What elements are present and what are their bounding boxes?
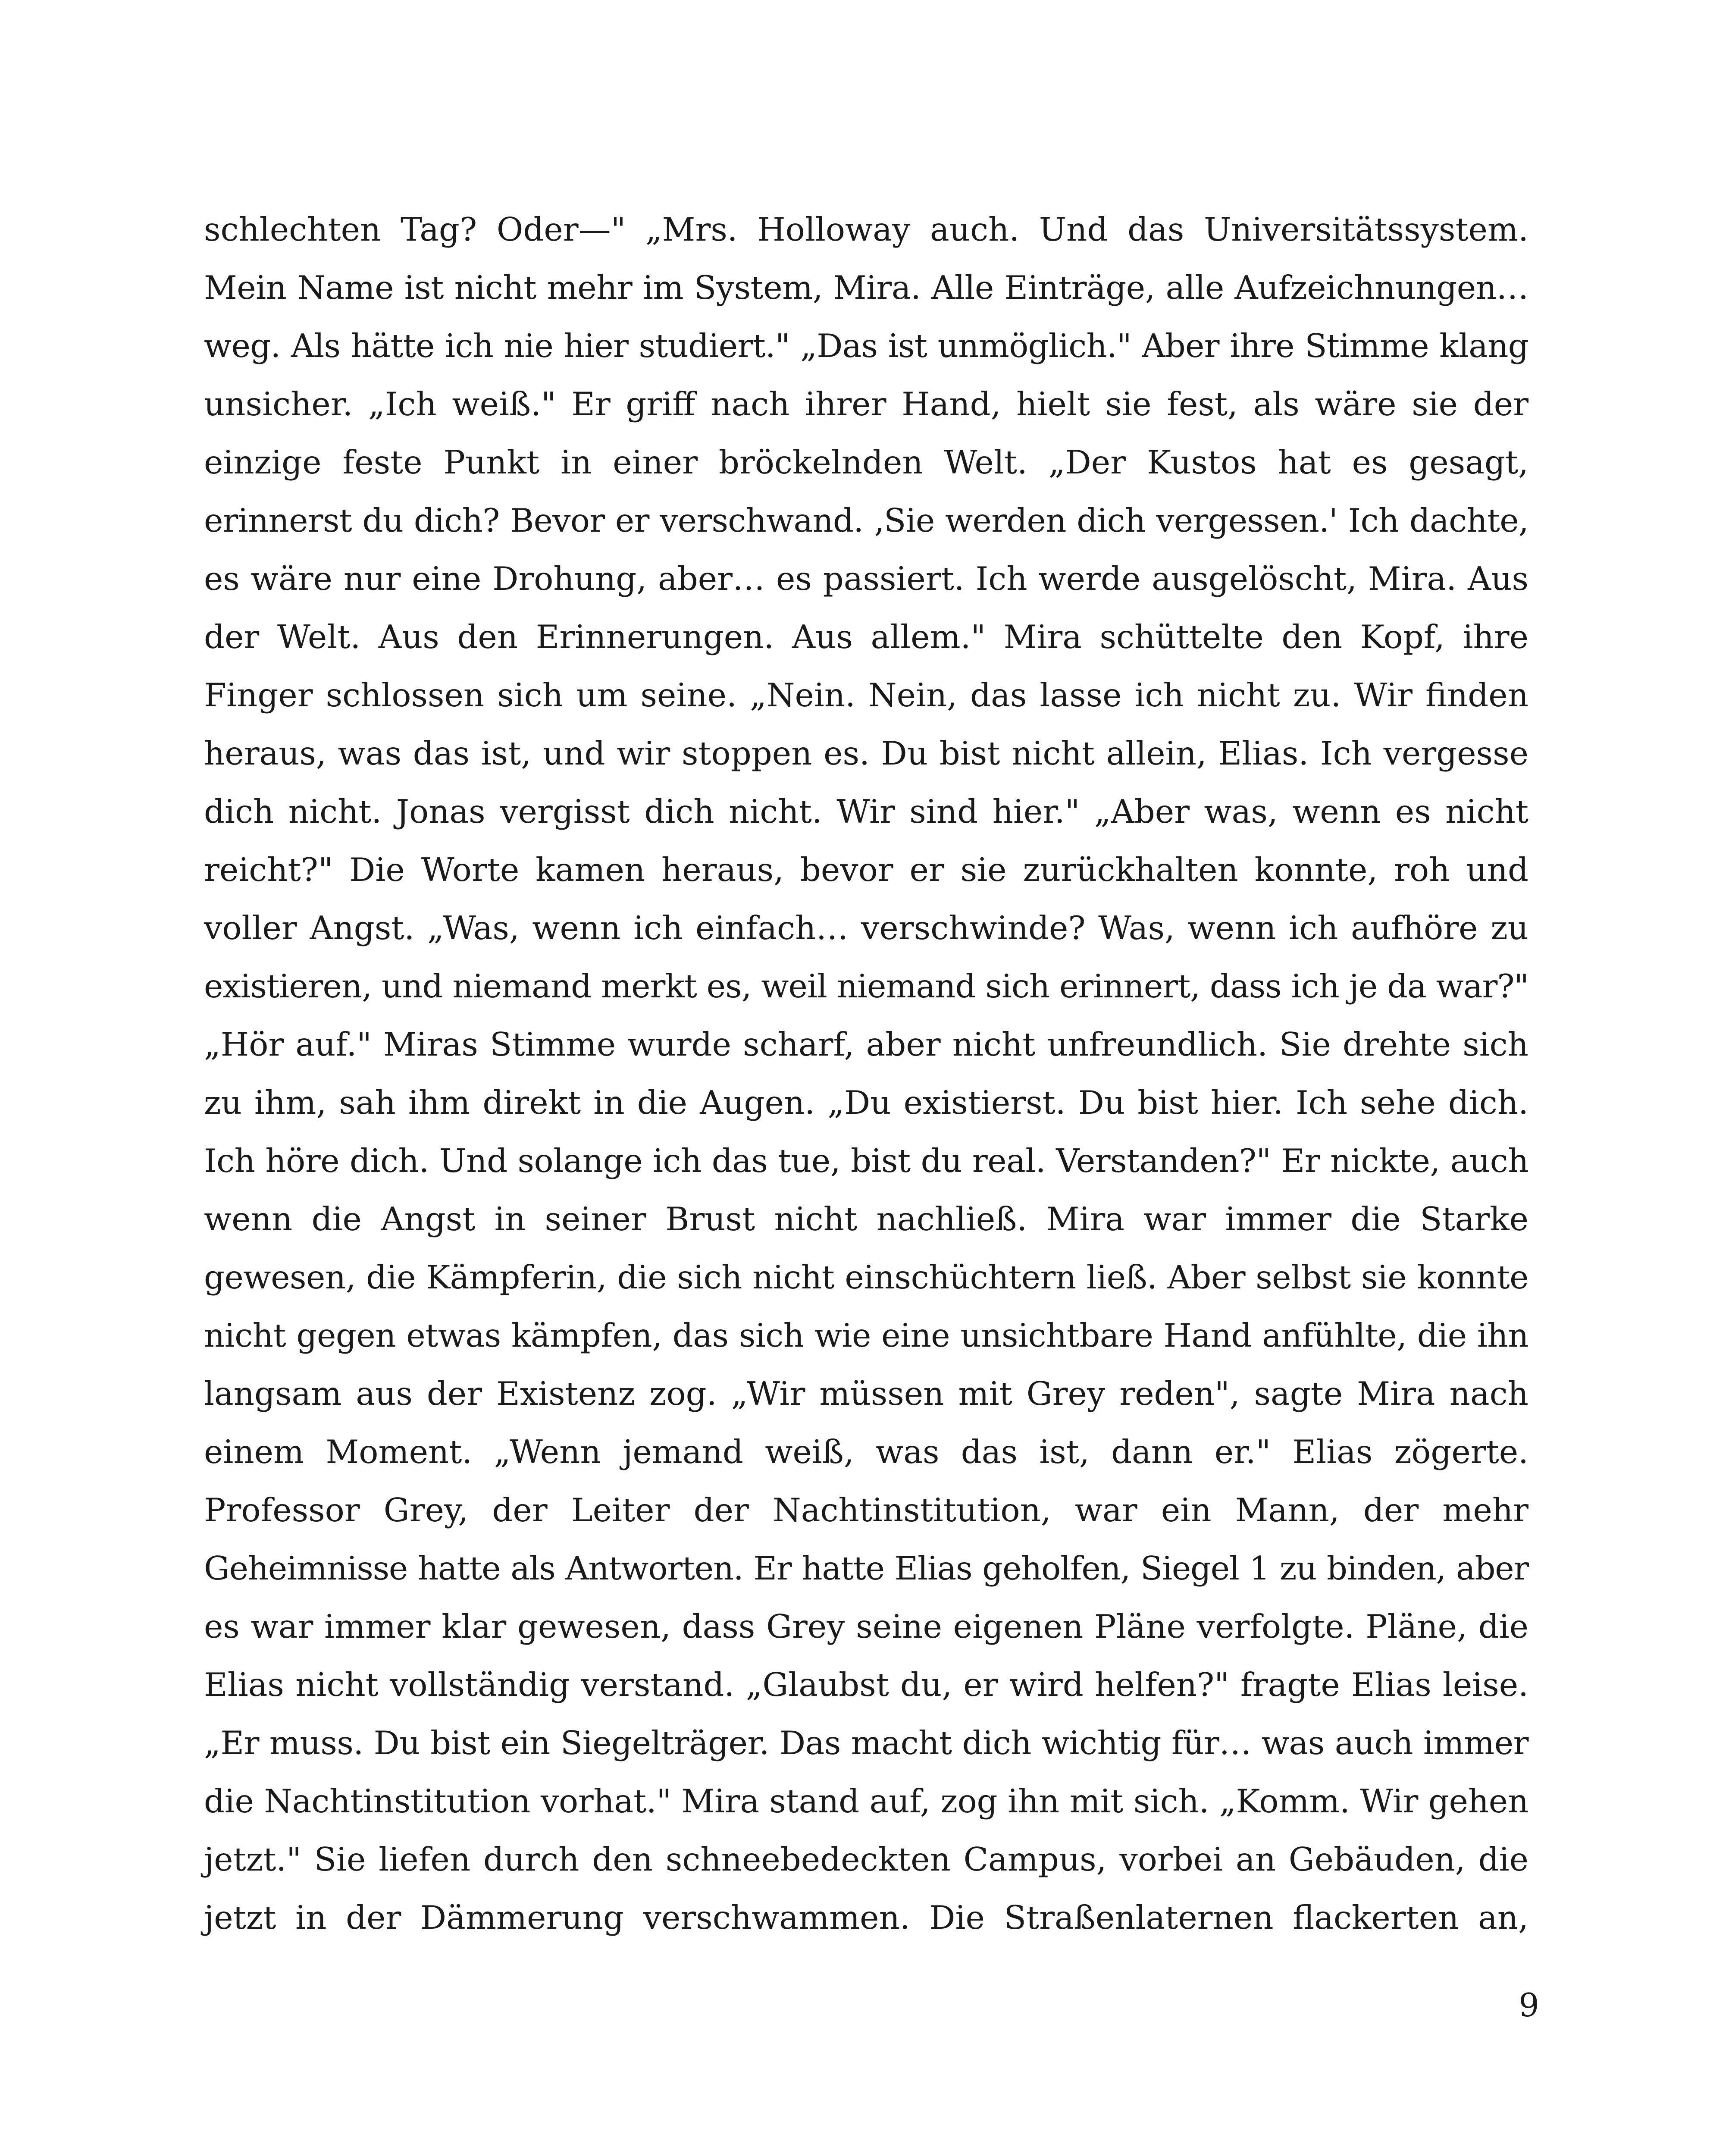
- text-line: es wäre nur eine Drohung, aber… es passiert. Ich werde ausgelöscht, Mira. Aus: [204, 560, 1528, 598]
- text-line: schlechten Tag? Oder—" „Mrs. Holloway auch. Und das Universitätssystem.: [204, 210, 1528, 248]
- text-line: weg. Als hätte ich nie hier studiert." „Das ist unmöglich." Aber ihre Stimme klang: [204, 327, 1528, 365]
- body-text: [204, 201, 1528, 1947]
- text-line: Mein Name ist nicht mehr im System, Mira. Alle Einträge, alle Aufzeichnungen…: [204, 269, 1528, 307]
- text-line: jetzt in der Dämmerung verschwammen. Die Straßenlaternen flackerten an,: [204, 1899, 1528, 1937]
- text-line: „Hör auf." Miras Stimme wurde scharf, aber nicht unfreundlich. Sie drehte sich: [204, 1025, 1528, 1063]
- text-line: „Er muss. Du bist ein Siegelträger. Das macht dich wichtig für… was auch immer: [204, 1724, 1528, 1762]
- text-line: wenn die Angst in seiner Brust nicht nachließ. Mira war immer die Starke: [204, 1200, 1528, 1238]
- text-line: jetzt." Sie liefen durch den schneebedeckten Campus, vorbei an Gebäuden, die: [204, 1840, 1528, 1878]
- text-line: Elias nicht vollständig verstand. „Glaubst du, er wird helfen?" fragte Elias leise.: [204, 1666, 1528, 1704]
- text-line: dich nicht. Jonas vergisst dich nicht. Wir sind hier." „Aber was, wenn es nicht: [204, 793, 1528, 830]
- text-line: der Welt. Aus den Erinnerungen. Aus allem." Mira schüttelte den Kopf, ihre: [204, 618, 1528, 656]
- page-number: 9: [1519, 1986, 1539, 2024]
- text-line: die Nachtinstitution vorhat." Mira stand auf, zog ihn mit sich. „Komm. Wir gehen: [204, 1782, 1528, 1820]
- text-line: gewesen, die Kämpferin, die sich nicht einschüchtern ließ. Aber selbst sie konnte: [204, 1258, 1528, 1296]
- text-line: reicht?" Die Worte kamen heraus, bevor er sie zurückhalten konnte, roh und: [204, 851, 1528, 889]
- text-line: voller Angst. „Was, wenn ich einfach… verschwinde? Was, wenn ich aufhöre zu: [204, 909, 1528, 947]
- text-line: Ich höre dich. Und solange ich das tue, bist du real. Verstanden?" Er nickte, auch: [204, 1142, 1528, 1180]
- text-line: Geheimnisse hatte als Antworten. Er hatte Elias geholfen, Siegel 1 zu binden, aber: [204, 1549, 1528, 1587]
- text-line: langsam aus der Existenz zog. „Wir müssen mit Grey reden", sagte Mira nach: [204, 1375, 1528, 1413]
- text-line: einem Moment. „Wenn jemand weiß, was das ist, dann er." Elias zögerte.: [204, 1433, 1528, 1471]
- text-line: es war immer klar gewesen, dass Grey seine eigenen Pläne verfolgte. Pläne, die: [204, 1608, 1528, 1645]
- text-line: heraus, was das ist, und wir stoppen es. Du bist nicht allein, Elias. Ich vergesse: [204, 734, 1528, 772]
- text-line: Professor Grey, der Leiter der Nachtinstitution, war ein Mann, der mehr: [204, 1491, 1528, 1529]
- text-line: nicht gegen etwas kämpfen, das sich wie eine unsichtbare Hand anfühlte, die ihn: [204, 1316, 1528, 1354]
- text-line: einzige feste Punkt in einer bröckelnden Welt. „Der Kustos hat es gesagt,: [204, 443, 1528, 481]
- text-line: zu ihm, sah ihm direkt in die Augen. „Du existierst. Du bist hier. Ich sehe dich.: [204, 1084, 1528, 1122]
- text-line: Finger schlossen sich um seine. „Nein. Nein, das lasse ich nicht zu. Wir finden: [204, 676, 1528, 714]
- text-line: unsicher. „Ich weiß." Er griff nach ihrer Hand, hielt sie fest, als wäre sie der: [204, 385, 1528, 423]
- text-line: existieren, und niemand merkt es, weil niemand sich erinnert, dass ich je da war?": [204, 967, 1529, 1005]
- text-line: erinnerst du dich? Bevor er verschwand. ‚Sie werden dich vergessen.' Ich dachte,: [204, 501, 1528, 539]
